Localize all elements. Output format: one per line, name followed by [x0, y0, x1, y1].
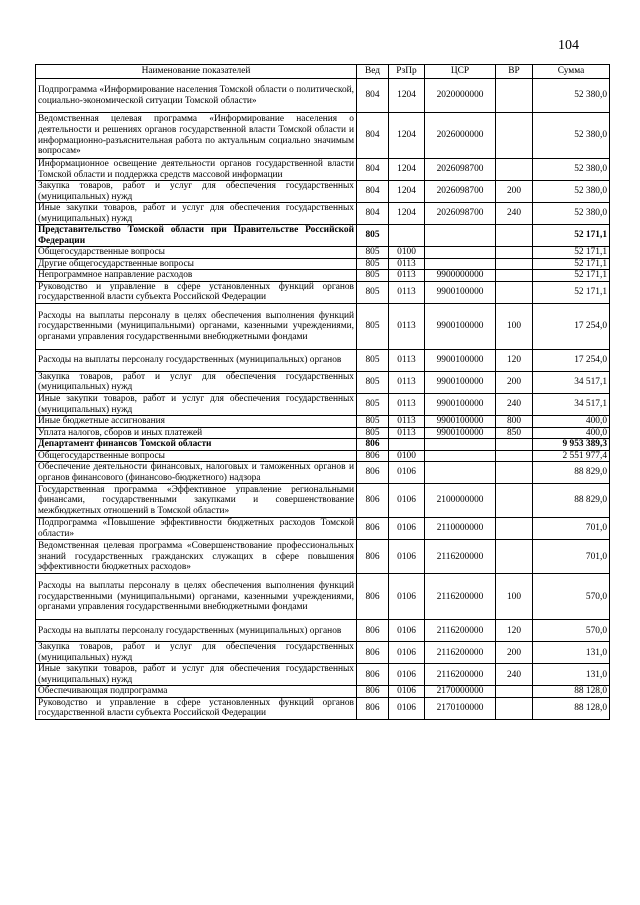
row-ved: 806 — [357, 450, 389, 462]
table-row — [36, 439, 610, 451]
row-vr — [496, 247, 533, 259]
row-sum: 2 551 977,4 — [533, 450, 610, 462]
table-row — [36, 270, 610, 282]
page-number: 104 — [558, 38, 579, 53]
row-rzpr: 0100 — [389, 247, 425, 259]
table-row — [36, 303, 610, 349]
row-csr: 2170100000 — [425, 697, 496, 719]
row-ved: 805 — [357, 393, 389, 415]
row-ved: 805 — [357, 270, 389, 282]
row-name: Другие общегосударственные вопросы — [36, 258, 357, 270]
table-row — [36, 181, 610, 203]
row-vr — [496, 439, 533, 451]
table-row — [36, 518, 610, 540]
row-csr: 2116200000 — [425, 620, 496, 642]
row-vr — [496, 270, 533, 282]
row-csr — [425, 439, 496, 451]
table-row — [36, 697, 610, 719]
row-rzpr: 0106 — [389, 518, 425, 540]
row-vr — [496, 159, 533, 181]
row-vr — [496, 484, 533, 518]
row-csr: 9900100000 — [425, 416, 496, 428]
row-sum: 34 517,1 — [533, 393, 610, 415]
row-name: Уплата налогов, сборов и иных платежей — [36, 427, 357, 439]
row-name: Иные закупки товаров, работ и услуг для обеспечения государственных (муниципальных) нужд — [36, 664, 357, 686]
row-sum: 701,0 — [533, 518, 610, 540]
table-row — [36, 686, 610, 698]
row-rzpr: 0106 — [389, 462, 425, 484]
row-ved: 806 — [357, 664, 389, 686]
row-rzpr: 0113 — [389, 281, 425, 303]
table-row — [36, 281, 610, 303]
row-sum: 52 380,0 — [533, 79, 610, 113]
row-sum: 9 953 389,3 — [533, 439, 610, 451]
row-ved: 804 — [357, 181, 389, 203]
row-sum: 701,0 — [533, 540, 610, 574]
row-name: Государственная программа «Эффективное управление региональными финансами, государственными закупками и совершенствование межбюджетных отношений в Томской области» — [36, 484, 357, 518]
table-row — [36, 574, 610, 620]
row-name: Подпрограмма «Информирование населения Томской области о политической, социально-экономической ситуации Томской области» — [36, 79, 357, 113]
row-rzpr: 0113 — [389, 303, 425, 349]
row-sum: 52 380,0 — [533, 159, 610, 181]
row-sum: 88 128,0 — [533, 686, 610, 698]
table-row — [36, 642, 610, 664]
row-rzpr: 0106 — [389, 642, 425, 664]
row-csr: 2116200000 — [425, 574, 496, 620]
row-sum: 34 517,1 — [533, 371, 610, 393]
row-name: Ведомственная целевая программа «Информирование населения о деятельности и решениях органов государственной власти Томской области и информационно-разъяснительная работа по актуальным социально значимым вопросам» — [36, 113, 357, 159]
header-ved: Вед — [357, 65, 389, 79]
row-ved: 805 — [357, 416, 389, 428]
row-sum: 52 171,1 — [533, 225, 610, 247]
row-sum: 52 171,1 — [533, 281, 610, 303]
row-name: Расходы на выплаты персоналу в целях обеспечения выполнения функций государственными (муниципальными) органами, казенными учреждениями, органами управления государственными внебюджетными фондами — [36, 574, 357, 620]
row-ved: 806 — [357, 484, 389, 518]
row-csr: 2026098700 — [425, 159, 496, 181]
budget-table — [35, 64, 610, 720]
row-ved: 806 — [357, 686, 389, 698]
row-csr: 2116200000 — [425, 642, 496, 664]
row-vr — [496, 686, 533, 698]
row-vr: 240 — [496, 393, 533, 415]
row-vr — [496, 540, 533, 574]
row-sum: 400,0 — [533, 416, 610, 428]
row-csr: 9900100000 — [425, 427, 496, 439]
table-row — [36, 540, 610, 574]
row-ved: 805 — [357, 427, 389, 439]
row-csr — [425, 450, 496, 462]
row-csr: 2026098700 — [425, 203, 496, 225]
row-csr: 9900100000 — [425, 303, 496, 349]
table-row — [36, 113, 610, 159]
row-ved: 806 — [357, 439, 389, 451]
header-sum: Сумма — [533, 65, 610, 79]
row-csr: 2116200000 — [425, 540, 496, 574]
row-csr — [425, 258, 496, 270]
row-vr: 120 — [496, 349, 533, 371]
header-name: Наименование показателей — [36, 65, 357, 79]
row-vr: 800 — [496, 416, 533, 428]
row-vr: 200 — [496, 371, 533, 393]
row-ved: 806 — [357, 574, 389, 620]
row-vr — [496, 450, 533, 462]
row-ved: 804 — [357, 203, 389, 225]
row-ved: 805 — [357, 258, 389, 270]
row-name: Расходы на выплаты персоналу государственных (муниципальных) органов — [36, 620, 357, 642]
row-rzpr: 0106 — [389, 686, 425, 698]
table-row — [36, 79, 610, 113]
row-csr: 9900000000 — [425, 270, 496, 282]
table-row — [36, 258, 610, 270]
row-ved: 805 — [357, 371, 389, 393]
row-vr — [496, 462, 533, 484]
row-vr — [496, 225, 533, 247]
row-csr: 2100000000 — [425, 484, 496, 518]
row-rzpr: 1204 — [389, 113, 425, 159]
row-name: Представительство Томской области при Правительстве Российской Федерации — [36, 225, 357, 247]
header-vr: ВР — [496, 65, 533, 79]
row-name: Закупка товаров, работ и услуг для обеспечения государственных (муниципальных) нужд — [36, 371, 357, 393]
row-name: Ведомственная целевая программа «Совершенствование профессиональных знаний государственных гражданских служащих в сфере повышения эффективности бюджетных расходов» — [36, 540, 357, 574]
row-vr — [496, 518, 533, 540]
row-vr: 200 — [496, 642, 533, 664]
row-csr: 2026098700 — [425, 181, 496, 203]
table-row — [36, 349, 610, 371]
row-vr — [496, 697, 533, 719]
row-rzpr: 0113 — [389, 427, 425, 439]
row-vr: 850 — [496, 427, 533, 439]
row-sum: 570,0 — [533, 574, 610, 620]
row-vr — [496, 281, 533, 303]
row-sum: 52 380,0 — [533, 181, 610, 203]
row-ved: 804 — [357, 159, 389, 181]
row-name: Департамент финансов Томской области — [36, 439, 357, 451]
row-name: Иные бюджетные ассигнования — [36, 416, 357, 428]
table-row — [36, 620, 610, 642]
row-name: Иные закупки товаров, работ и услуг для обеспечения государственных (муниципальных) нужд — [36, 393, 357, 415]
row-sum: 400,0 — [533, 427, 610, 439]
header-rzpr: РзПр — [389, 65, 425, 79]
row-csr: 9900100000 — [425, 281, 496, 303]
row-name: Руководство и управление в сфере установленных функций органов государственной власти субъекта Российской Федерации — [36, 281, 357, 303]
row-ved: 806 — [357, 462, 389, 484]
row-ved: 804 — [357, 79, 389, 113]
row-ved: 805 — [357, 349, 389, 371]
row-rzpr: 0113 — [389, 258, 425, 270]
table-row — [36, 427, 610, 439]
row-rzpr: 0113 — [389, 416, 425, 428]
row-vr: 240 — [496, 203, 533, 225]
row-rzpr: 0113 — [389, 393, 425, 415]
row-sum: 52 171,1 — [533, 247, 610, 259]
row-ved: 806 — [357, 518, 389, 540]
row-name: Руководство и управление в сфере установленных функций органов государственной власти субъекта Российской Федерации — [36, 697, 357, 719]
row-ved: 805 — [357, 247, 389, 259]
row-sum: 17 254,0 — [533, 349, 610, 371]
row-name: Непрограммное направление расходов — [36, 270, 357, 282]
row-ved: 806 — [357, 540, 389, 574]
row-csr — [425, 225, 496, 247]
row-name: Общегосударственные вопросы — [36, 247, 357, 259]
row-csr: 9900100000 — [425, 393, 496, 415]
table-row — [36, 203, 610, 225]
row-name: Информационное освещение деятельности органов государственной власти Томской области и поддержка средств массовой информации — [36, 159, 357, 181]
row-csr: 2110000000 — [425, 518, 496, 540]
row-sum: 88 829,0 — [533, 484, 610, 518]
row-ved: 805 — [357, 281, 389, 303]
row-sum: 52 171,1 — [533, 258, 610, 270]
table-row — [36, 247, 610, 259]
row-rzpr: 0113 — [389, 371, 425, 393]
row-csr: 2116200000 — [425, 664, 496, 686]
row-rzpr — [389, 225, 425, 247]
row-vr — [496, 113, 533, 159]
table-row — [36, 393, 610, 415]
row-rzpr: 1204 — [389, 203, 425, 225]
row-rzpr: 0100 — [389, 450, 425, 462]
row-vr: 100 — [496, 574, 533, 620]
row-rzpr: 0113 — [389, 349, 425, 371]
table-row — [36, 371, 610, 393]
row-sum: 52 380,0 — [533, 113, 610, 159]
row-sum: 52 380,0 — [533, 203, 610, 225]
row-rzpr: 0106 — [389, 540, 425, 574]
row-rzpr: 0106 — [389, 697, 425, 719]
row-rzpr: 1204 — [389, 79, 425, 113]
row-rzpr: 0106 — [389, 574, 425, 620]
row-name: Расходы на выплаты персоналу в целях обеспечения выполнения функций государственными (муниципальными) органами, казенными учреждениями, органами управления государственными внебюджетными фондами — [36, 303, 357, 349]
row-vr: 240 — [496, 664, 533, 686]
row-name: Иные закупки товаров, работ и услуг для обеспечения государственных (муниципальных) нужд — [36, 203, 357, 225]
row-ved: 805 — [357, 225, 389, 247]
table-row — [36, 416, 610, 428]
row-ved: 806 — [357, 620, 389, 642]
row-sum: 131,0 — [533, 642, 610, 664]
row-csr: 2026000000 — [425, 113, 496, 159]
row-name: Расходы на выплаты персоналу государственных (муниципальных) органов — [36, 349, 357, 371]
row-sum: 17 254,0 — [533, 303, 610, 349]
row-sum: 570,0 — [533, 620, 610, 642]
row-csr: 9900100000 — [425, 371, 496, 393]
row-sum: 88 128,0 — [533, 697, 610, 719]
table-row — [36, 450, 610, 462]
row-name: Обеспечивающая подпрограмма — [36, 686, 357, 698]
row-rzpr: 1204 — [389, 159, 425, 181]
row-vr — [496, 79, 533, 113]
row-csr: 2170000000 — [425, 686, 496, 698]
table-row — [36, 664, 610, 686]
row-rzpr: 0106 — [389, 484, 425, 518]
row-csr — [425, 247, 496, 259]
row-csr: 2020000000 — [425, 79, 496, 113]
table-header-row — [36, 65, 610, 79]
row-csr — [425, 462, 496, 484]
table-row — [36, 484, 610, 518]
row-rzpr: 0106 — [389, 664, 425, 686]
row-rzpr — [389, 439, 425, 451]
header-csr: ЦСР — [425, 65, 496, 79]
row-rzpr: 0113 — [389, 270, 425, 282]
table-row — [36, 225, 610, 247]
row-sum: 88 829,0 — [533, 462, 610, 484]
row-ved: 804 — [357, 113, 389, 159]
row-name: Закупка товаров, работ и услуг для обеспечения государственных (муниципальных) нужд — [36, 642, 357, 664]
row-vr: 200 — [496, 181, 533, 203]
row-vr — [496, 258, 533, 270]
row-vr: 100 — [496, 303, 533, 349]
row-ved: 805 — [357, 303, 389, 349]
row-vr: 120 — [496, 620, 533, 642]
row-name: Закупка товаров, работ и услуг для обеспечения государственных (муниципальных) нужд — [36, 181, 357, 203]
row-rzpr: 0106 — [389, 620, 425, 642]
table-body — [36, 79, 610, 720]
row-name: Общегосударственные вопросы — [36, 450, 357, 462]
row-rzpr: 1204 — [389, 181, 425, 203]
row-name: Подпрограмма «Повышение эффективности бюджетных расходов Томской области» — [36, 518, 357, 540]
row-sum: 52 171,1 — [533, 270, 610, 282]
row-ved: 806 — [357, 697, 389, 719]
row-ved: 806 — [357, 642, 389, 664]
row-name: Обеспечение деятельности финансовых, налоговых и таможенных органов и органов финансового (финансово-бюджетного) надзора — [36, 462, 357, 484]
row-sum: 131,0 — [533, 664, 610, 686]
table-row — [36, 462, 610, 484]
table-row — [36, 159, 610, 181]
row-csr: 9900100000 — [425, 349, 496, 371]
